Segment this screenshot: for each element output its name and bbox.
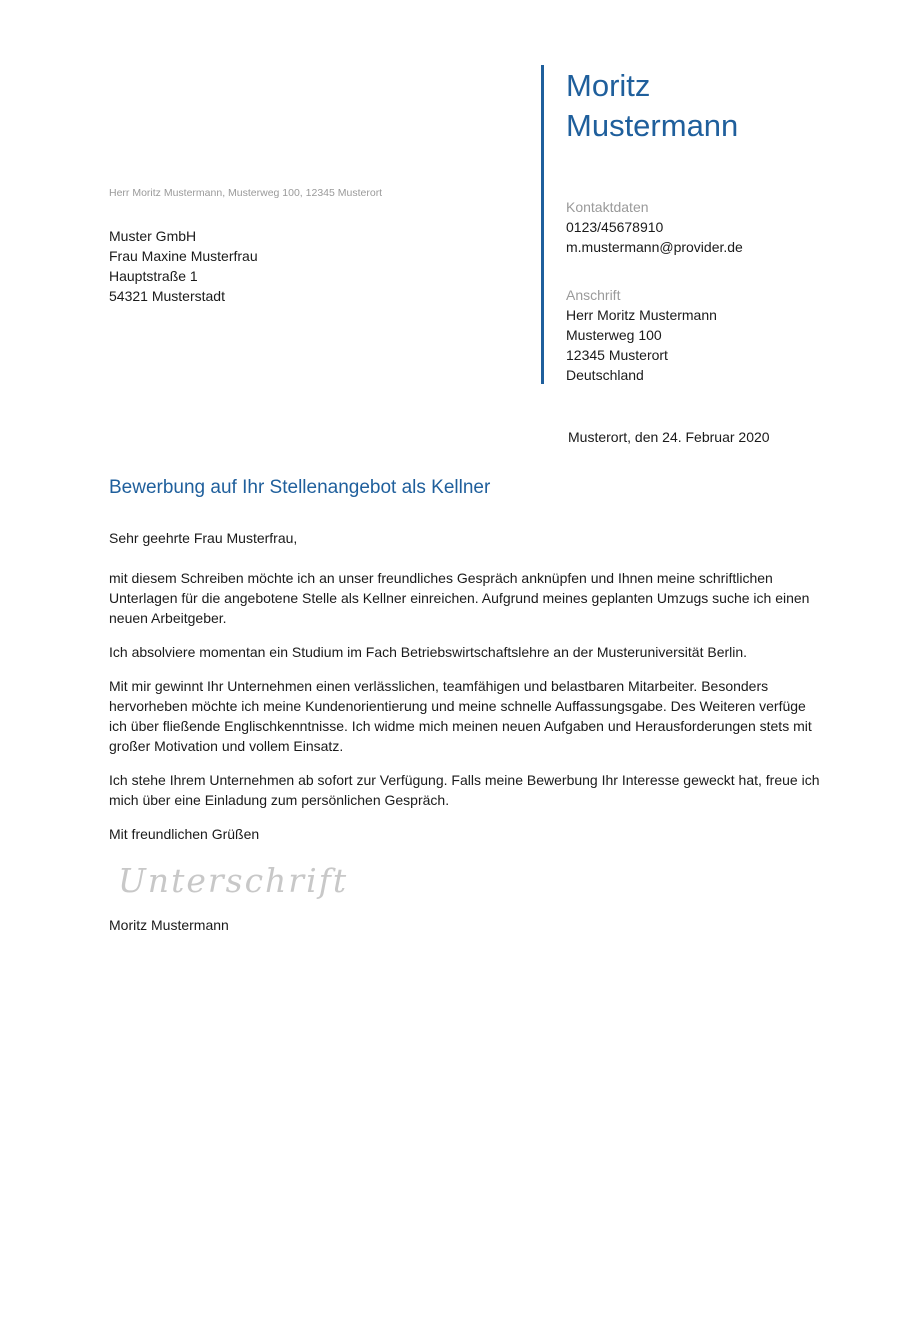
address-block: [566, 285, 717, 385]
signature: Unterschrift: [118, 861, 349, 900]
recipient-line: Muster GmbH: [109, 228, 197, 244]
applicant-first-name: Moritz: [566, 68, 651, 103]
body-paragraph: mit diesem Schreiben möchte ich an unser freundliches Gespräch anknüpfen und Ihnen meine schriftlichen Unterlagen für die angebotene Stelle als Kellner einreichen. Aufgrund meines geplanten Umzugs suche ich einen neuen Arbeitgeber.: [109, 570, 810, 626]
address-line: Deutschland: [566, 367, 644, 383]
address-heading: Anschrift: [566, 287, 621, 303]
address-line: 12345 Musterort: [566, 347, 668, 363]
body-paragraph: Ich stehe Ihrem Unternehmen ab sofort zur Verfügung. Falls meine Bewerbung Ihr Interesse geweckt hat, freue ich mich über eine Einladung zum persönlichen Gespräch.: [109, 772, 820, 808]
address-line: Musterweg 100: [566, 327, 662, 343]
letter-body: [109, 528, 824, 844]
contact-block: [566, 197, 743, 257]
subject-line: Bewerbung auf Ihr Stellenangebot als Kellner: [109, 477, 491, 498]
signed-name: Moritz Mustermann: [109, 917, 229, 933]
recipient-line: Hauptstraße 1: [109, 268, 198, 284]
recipient-line: 54321 Musterstadt: [109, 288, 225, 304]
applicant-last-name: Mustermann: [566, 108, 739, 143]
date-line: Musterort, den 24. Februar 2020: [568, 429, 770, 445]
recipient-address: [109, 226, 258, 306]
contact-email: m.mustermann@provider.de: [566, 239, 743, 255]
body-paragraph: Mit mir gewinnt Ihr Unternehmen einen verlässlichen, teamfähigen und belastbaren Mitarbeiter. Besonders hervorheben möchte ich meine Kundenorientierung und meine schnelle Auffassungsgabe. Des Weiteren verfüge ich über fließende Englischkenntnisse. Ich widme mich meinen neuen Aufgaben und Herausforderungen stets mit großer Motivation und vollem Einsatz.: [109, 678, 812, 754]
address-line: Herr Moritz Mustermann: [566, 307, 717, 323]
sender-return-address: Herr Moritz Mustermann, Musterweg 100, 12345 Musterort: [109, 187, 383, 199]
accent-divider: [541, 65, 544, 384]
applicant-name: [566, 66, 738, 146]
salutation: Sehr geehrte Frau Musterfrau,: [109, 530, 298, 546]
contact-phone: 0123/45678910: [566, 219, 664, 235]
body-paragraph: Ich absolviere momentan ein Studium im Fach Betriebswirtschaftslehre an der Musteruniversität Berlin.: [109, 644, 748, 660]
contact-heading: Kontaktdaten: [566, 199, 649, 215]
closing: Mit freundlichen Grüßen: [109, 826, 260, 842]
recipient-line: Frau Maxine Musterfrau: [109, 248, 258, 264]
